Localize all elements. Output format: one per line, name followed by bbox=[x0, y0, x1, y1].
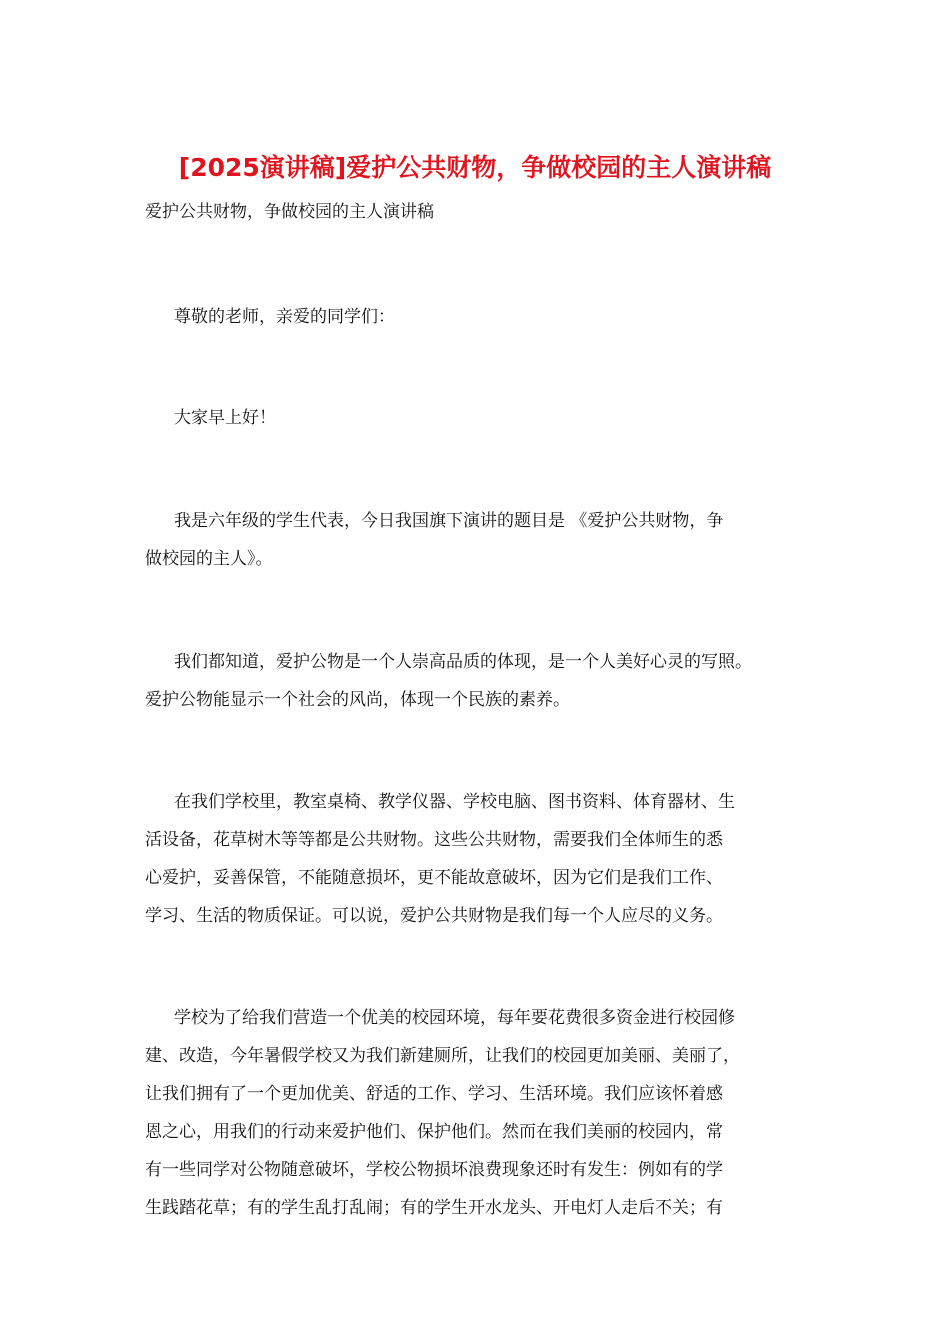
paragraph-line: 建、改造，今年暑假学校又为我们新建厕所，让我们的校园更加美丽、美丽了， bbox=[145, 1046, 740, 1066]
paragraph-greeting bbox=[145, 298, 805, 336]
paragraph-line: 恩之心，用我们的行动来爱护他们、保护他们。然而在我们美丽的校园内，常 bbox=[145, 1122, 723, 1142]
paragraph-line: 活设备，花草树木等等都是公共财物。这些公共财物，需要我们全体师生的悉 bbox=[145, 830, 723, 850]
paragraph-line: 生践踏花草；有的学生乱打乱闹；有的学生开水龙头、开电灯人走后不关；有 bbox=[145, 1198, 723, 1218]
paragraph-line: 做校园的主人》。 bbox=[145, 549, 273, 569]
paragraph-line: 学校为了给我们营造一个优美的校园环境，每年要花费很多资金进行校园修 bbox=[174, 1008, 735, 1028]
paragraph-line: 让我们拥有了一个更加优美、舒适的工作、学习、生活环境。我们应该怀着感 bbox=[145, 1084, 723, 1104]
document-title: [2025演讲稿]爱护公共财物，争做校园的主人演讲稿 bbox=[178, 153, 772, 182]
paragraph-line: 我们都知道，爱护公物是一个人崇高品质的体现，是一个人美好心灵的写照。 bbox=[174, 652, 752, 672]
paragraph-line: 有一些同学对公物随意破坏，学校公物损坏浪费现象还时有发生：例如有的学 bbox=[145, 1160, 723, 1180]
paragraph-line: 我是六年级的学生代表，今日我国旗下演讲的题目是 《爱护公共财物，争 bbox=[174, 511, 724, 531]
paragraph-campus-environment bbox=[145, 999, 805, 1227]
paragraph-line: 学习、生活的物质保证。可以说，爱护公共财物是我们每一个人应尽的义务。 bbox=[145, 906, 723, 926]
paragraph-line: 大家早上好！ bbox=[174, 408, 276, 428]
paragraph-line: 尊敬的老师，亲爱的同学们： bbox=[174, 307, 395, 327]
paragraph-intro bbox=[145, 502, 805, 578]
paragraph-school-property bbox=[145, 783, 805, 935]
paragraph-line: 爱护公物能显示一个社会的风尚，体现一个民族的素养。 bbox=[145, 690, 570, 710]
paragraph-line: 心爱护，妥善保管，不能随意损坏，更不能故意破坏，因为它们是我们工作、 bbox=[145, 868, 723, 888]
paragraph-line: 在我们学校里，教室桌椅、教学仪器、学校电脑、图书资料、体育器材、生 bbox=[174, 792, 735, 812]
paragraph-virtue bbox=[145, 643, 805, 719]
document-subtitle: 爱护公共财物，争做校园的主人演讲稿 bbox=[145, 202, 434, 222]
paragraph-hello bbox=[145, 399, 805, 437]
